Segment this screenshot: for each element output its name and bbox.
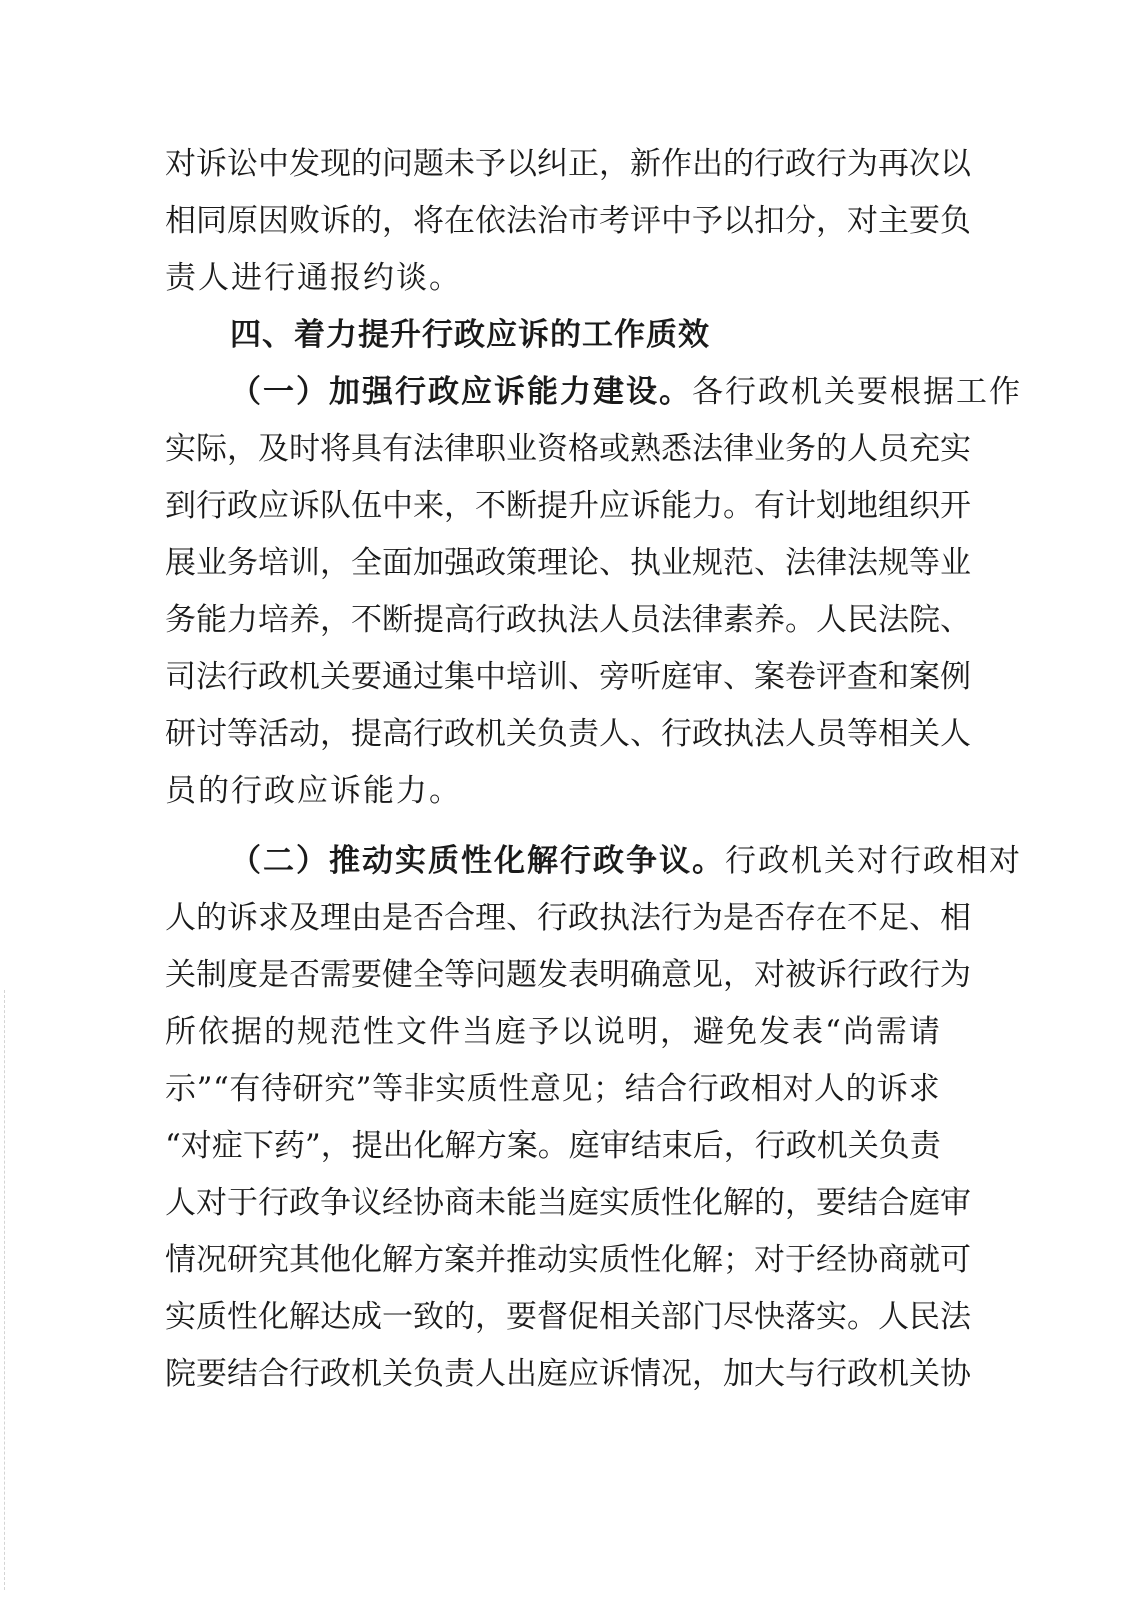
subsection-text: 各行政机关要根据工作 <box>692 374 1022 410</box>
section-heading: 四、着力提升行政应诉的工作质效 <box>230 317 710 353</box>
paragraph-line: 关 制 度 是 否 需 要 健 全 等 问 题 发 表 明 确 意 见 ， 对 被 诉 行 政 行 为 <box>165 957 971 993</box>
paragraph-line: 院 要 结 合 行 政 机 关 负 责 人 出 庭 应 诉 情 况 ， 加 大 与 行 政 机 关 协 <box>165 1356 971 1392</box>
paragraph-line: 示 ” “ 有 待 研 究 ” 等 非 实 质 性 意 见 ； 结 合 行 政 相 对 人 的 诉 求 <box>165 1071 940 1107</box>
paragraph-line: 实 际 ， 及 时 将 具 有 法 律 职 业 资 格 或 熟 悉 法 律 业 务 的 人 员 充 实 <box>165 431 971 467</box>
paragraph-line: 责人进行通报约谈。 <box>165 260 462 296</box>
paragraph-line: 人 的 诉 求 及 理 由 是 否 合 理 、 行 政 执 法 行 为 是 否 存 在 不 足 、 相 <box>165 900 971 936</box>
subsection-lead: （二）推动实质性化解行政争议。 <box>230 843 725 879</box>
paragraph-line: 实 质 性 化 解 达 成 一 致 的 ， 要 督 促 相 关 部 门 尽 快 落 实 。 人 民 法 <box>165 1299 971 1335</box>
paragraph-line: 展 业 务 培 训 ， 全 面 加 强 政 策 理 论 、 执 业 规 范 、 法 律 法 规 等 业 <box>165 545 971 581</box>
paragraph-line: 员的行政应诉能力。 <box>165 773 462 809</box>
paragraph-line: 人 对 于 行 政 争 议 经 协 商 未 能 当 庭 实 质 性 化 解 的 ， 要 结 合 庭 审 <box>165 1185 971 1221</box>
paragraph-line: 情 况 研 究 其 他 化 解 方 案 并 推 动 实 质 性 化 解 ； 对 于 经 协 商 就 可 <box>165 1242 971 1278</box>
subsection-first-line <box>230 365 1022 419</box>
paragraph-line: 对 诉 讼 中 发 现 的 问 题 未 予 以 纠 正 ， 新 作 出 的 行 政 行 为 再 次 以 <box>165 146 971 182</box>
paragraph-line: 研 讨 等 活 动 ， 提 高 行 政 机 关 负 责 人 、 行 政 执 法 人 员 等 相 关 人 <box>165 716 971 752</box>
scan-edge-mark <box>4 990 6 1590</box>
paragraph-line: 务 能 力 培 养 ， 不 断 提 高 行 政 执 法 人 员 法 律 素 养 。 人 民 法 院 、 <box>165 602 971 638</box>
paragraph-line: 到 行 政 应 诉 队 伍 中 来 ， 不 断 提 升 应 诉 能 力 。 有 计 划 地 组 织 开 <box>165 488 971 524</box>
subsection-first-line <box>230 834 1022 888</box>
paragraph-line: 相 同 原 因 败 诉 的 ， 将 在 依 法 治 市 考 评 中 予 以 扣 分 ， 对 主 要 负 <box>165 203 971 239</box>
subsection-text: 行政机关对行政相对 <box>725 843 1022 879</box>
paragraph-line: “ 对 症 下 药 ” ， 提 出 化 解 方 案 。 庭 审 结 束 后 ， 行 政 机 关 负 责 <box>165 1128 941 1164</box>
subsection-lead: （一）加强行政应诉能力建设。 <box>230 374 692 410</box>
paragraph-line: 司 法 行 政 机 关 要 通 过 集 中 培 训 、 旁 听 庭 审 、 案 卷 评 查 和 案 例 <box>165 659 971 695</box>
paragraph-line: 所 依 据 的 规 范 性 文 件 当 庭 予 以 说 明 ， 避 免 发 表 “ 尚 需 请 <box>165 1014 940 1050</box>
